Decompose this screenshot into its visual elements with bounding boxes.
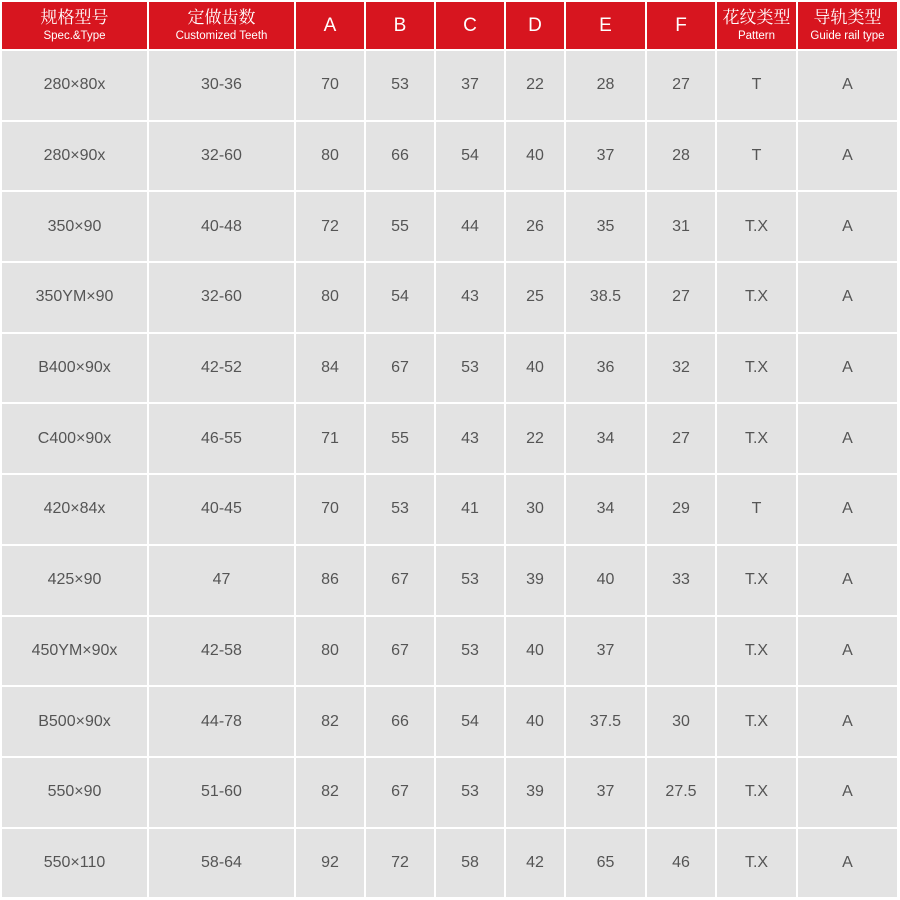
column-header-label: B (393, 14, 407, 36)
cell-c: 53 (436, 546, 504, 615)
cell-guide-rail-type: A (798, 758, 897, 827)
cell-c: 37 (436, 51, 504, 120)
cell-a: 84 (296, 334, 364, 403)
cell-spec-type: C400×90x (2, 404, 147, 473)
table-row (2, 758, 897, 827)
cell-c: 53 (436, 617, 504, 686)
cell-b: 53 (366, 51, 434, 120)
cell-guide-rail-type: A (798, 475, 897, 544)
cell-customized-teeth: 44-78 (149, 687, 294, 756)
header-row (2, 2, 897, 49)
column-header-a (296, 2, 364, 49)
cell-spec-type: 350YM×90 (2, 263, 147, 332)
table-body (2, 51, 897, 897)
cell-d: 40 (506, 122, 564, 191)
cell-pattern: T.X (717, 758, 796, 827)
cell-pattern: T.X (717, 334, 796, 403)
cell-guide-rail-type: A (798, 404, 897, 473)
cell-a: 82 (296, 758, 364, 827)
column-header-label: A (323, 14, 337, 36)
cell-guide-rail-type: A (798, 192, 897, 261)
cell-f: 30 (647, 687, 715, 756)
cell-b: 67 (366, 617, 434, 686)
cell-guide-rail-type: A (798, 829, 897, 898)
cell-a: 82 (296, 687, 364, 756)
column-header-label: 导轨类型 (813, 8, 882, 27)
cell-c: 58 (436, 829, 504, 898)
cell-c: 41 (436, 475, 504, 544)
cell-a: 80 (296, 122, 364, 191)
column-header-f (647, 2, 715, 49)
cell-spec-type: 425×90 (2, 546, 147, 615)
cell-f: 33 (647, 546, 715, 615)
cell-b: 72 (366, 829, 434, 898)
cell-a: 86 (296, 546, 364, 615)
cell-d: 26 (506, 192, 564, 261)
cell-b: 66 (366, 687, 434, 756)
cell-b: 66 (366, 122, 434, 191)
column-header-label: 规格型号 (40, 8, 109, 27)
cell-b: 67 (366, 546, 434, 615)
cell-f (647, 617, 715, 686)
cell-pattern: T.X (717, 546, 796, 615)
table-row (2, 122, 897, 191)
column-header-e (566, 2, 645, 49)
cell-e: 37.5 (566, 687, 645, 756)
table-row (2, 829, 897, 898)
cell-customized-teeth: 40-48 (149, 192, 294, 261)
cell-spec-type: 450YM×90x (2, 617, 147, 686)
cell-spec-type: 550×90 (2, 758, 147, 827)
cell-d: 22 (506, 51, 564, 120)
cell-customized-teeth: 42-58 (149, 617, 294, 686)
cell-spec-type: 280×90x (2, 122, 147, 191)
cell-f: 46 (647, 829, 715, 898)
cell-a: 92 (296, 829, 364, 898)
column-header-c (436, 2, 504, 49)
cell-e: 37 (566, 758, 645, 827)
cell-f: 27 (647, 404, 715, 473)
cell-e: 37 (566, 122, 645, 191)
cell-a: 70 (296, 51, 364, 120)
cell-d: 22 (506, 404, 564, 473)
cell-guide-rail-type: A (798, 687, 897, 756)
cell-spec-type: B500×90x (2, 687, 147, 756)
cell-pattern: T.X (717, 404, 796, 473)
cell-f: 27.5 (647, 758, 715, 827)
cell-guide-rail-type: A (798, 546, 897, 615)
cell-b: 55 (366, 192, 434, 261)
column-header-d (506, 2, 564, 49)
cell-pattern: T (717, 475, 796, 544)
cell-b: 67 (366, 758, 434, 827)
cell-customized-teeth: 47 (149, 546, 294, 615)
cell-c: 54 (436, 687, 504, 756)
column-header-guide-rail-type (798, 2, 897, 49)
cell-b: 54 (366, 263, 434, 332)
cell-e: 28 (566, 51, 645, 120)
column-header-label: D (528, 14, 542, 36)
cell-customized-teeth: 42-52 (149, 334, 294, 403)
cell-c: 53 (436, 334, 504, 403)
cell-f: 27 (647, 51, 715, 120)
cell-guide-rail-type: A (798, 617, 897, 686)
cell-a: 71 (296, 404, 364, 473)
cell-spec-type: 420×84x (2, 475, 147, 544)
cell-e: 36 (566, 334, 645, 403)
column-header-sublabel: Customized Teeth (175, 30, 268, 42)
cell-d: 40 (506, 617, 564, 686)
column-header-label: C (463, 14, 477, 36)
cell-e: 35 (566, 192, 645, 261)
cell-d: 39 (506, 546, 564, 615)
column-header-pattern (717, 2, 796, 49)
cell-d: 40 (506, 334, 564, 403)
cell-spec-type: B400×90x (2, 334, 147, 403)
table-row (2, 475, 897, 544)
cell-guide-rail-type: A (798, 122, 897, 191)
cell-pattern: T.X (717, 263, 796, 332)
cell-f: 31 (647, 192, 715, 261)
column-header-sublabel: Guide rail type (810, 30, 885, 42)
column-header-label: 定做齿数 (187, 8, 256, 27)
cell-guide-rail-type: A (798, 263, 897, 332)
cell-pattern: T (717, 122, 796, 191)
cell-d: 25 (506, 263, 564, 332)
cell-a: 70 (296, 475, 364, 544)
column-header-spec-type (2, 2, 147, 49)
cell-pattern: T.X (717, 192, 796, 261)
table-row (2, 687, 897, 756)
table-row (2, 404, 897, 473)
table-row (2, 51, 897, 120)
cell-a: 80 (296, 617, 364, 686)
cell-f: 28 (647, 122, 715, 191)
cell-e: 40 (566, 546, 645, 615)
column-header-sublabel: Pattern (737, 30, 776, 42)
cell-pattern: T.X (717, 687, 796, 756)
cell-c: 53 (436, 758, 504, 827)
cell-b: 67 (366, 334, 434, 403)
column-header-sublabel: Spec.&Type (43, 30, 106, 42)
table-row (2, 617, 897, 686)
cell-pattern: T.X (717, 617, 796, 686)
table-row (2, 546, 897, 615)
column-header-label: 花纹类型 (722, 8, 791, 27)
cell-customized-teeth: 30-36 (149, 51, 294, 120)
cell-b: 55 (366, 404, 434, 473)
cell-c: 54 (436, 122, 504, 191)
cell-a: 72 (296, 192, 364, 261)
cell-a: 80 (296, 263, 364, 332)
cell-pattern: T (717, 51, 796, 120)
cell-d: 39 (506, 758, 564, 827)
cell-customized-teeth: 32-60 (149, 263, 294, 332)
cell-d: 42 (506, 829, 564, 898)
column-header-label: E (599, 14, 612, 36)
column-header-customized-teeth (149, 2, 294, 49)
cell-e: 37 (566, 617, 645, 686)
cell-spec-type: 550×110 (2, 829, 147, 898)
cell-d: 40 (506, 687, 564, 756)
cell-customized-teeth: 51-60 (149, 758, 294, 827)
cell-customized-teeth: 58-64 (149, 829, 294, 898)
cell-c: 44 (436, 192, 504, 261)
cell-guide-rail-type: A (798, 51, 897, 120)
cell-c: 43 (436, 404, 504, 473)
column-header-label: F (675, 14, 687, 36)
cell-e: 65 (566, 829, 645, 898)
column-header-b (366, 2, 434, 49)
cell-f: 27 (647, 263, 715, 332)
cell-b: 53 (366, 475, 434, 544)
cell-guide-rail-type: A (798, 334, 897, 403)
cell-spec-type: 280×80x (2, 51, 147, 120)
cell-customized-teeth: 46-55 (149, 404, 294, 473)
cell-e: 38.5 (566, 263, 645, 332)
cell-d: 30 (506, 475, 564, 544)
cell-f: 32 (647, 334, 715, 403)
table-row (2, 192, 897, 261)
cell-customized-teeth: 40-45 (149, 475, 294, 544)
table-row (2, 263, 897, 332)
cell-e: 34 (566, 475, 645, 544)
cell-pattern: T.X (717, 829, 796, 898)
table-row (2, 334, 897, 403)
cell-spec-type: 350×90 (2, 192, 147, 261)
cell-e: 34 (566, 404, 645, 473)
cell-f: 29 (647, 475, 715, 544)
cell-customized-teeth: 32-60 (149, 122, 294, 191)
cell-c: 43 (436, 263, 504, 332)
